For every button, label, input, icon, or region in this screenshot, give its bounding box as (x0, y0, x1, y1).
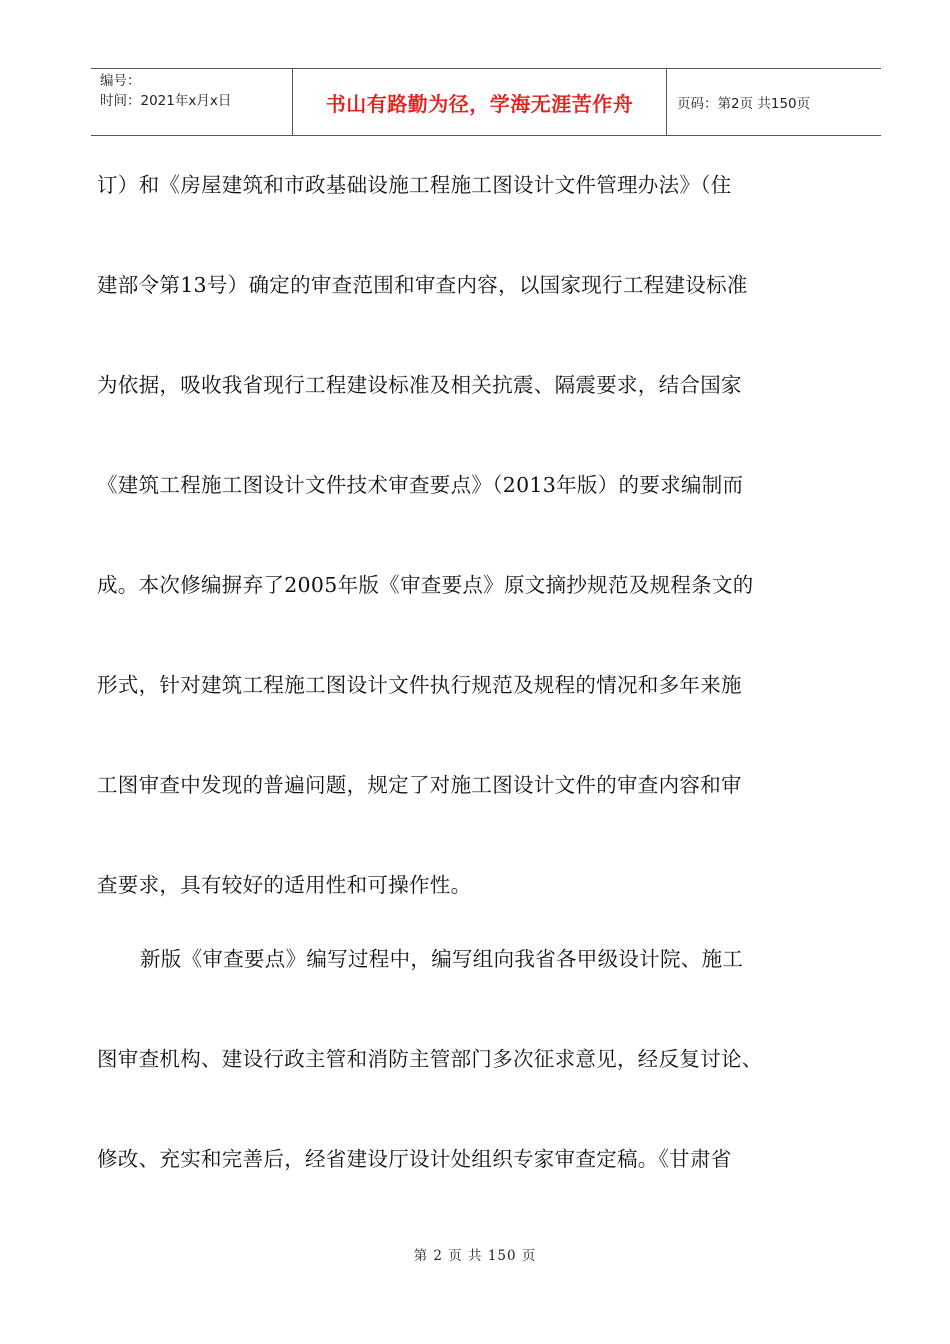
body-line: 工图审查中发现的普遍问题，规定了对施工图设计文件的审查内容和审 (97, 773, 742, 797)
serial-label: 编号： (100, 73, 141, 89)
header-meta (91, 69, 293, 135)
header-page-info: 页码：第2页 共150页 (677, 96, 811, 112)
body-line: 为依据，吸收我省现行工程建设标准及相关抗震、隔震要求，结合国家 (97, 373, 742, 397)
time-label: 时间：2021年x月x日 (100, 93, 232, 109)
page-footer: 第 2 页 共 150 页 (413, 1248, 537, 1264)
document-body (97, 161, 827, 1235)
body-line: 图审查机构、建设行政主管和消防主管部门多次征求意见，经反复讨论、 (97, 1047, 763, 1071)
body-line: 订）和《房屋建筑和市政基础设施工程施工图设计文件管理办法》（住 (97, 173, 732, 197)
body-line: 查要求，具有较好的适用性和可操作性。 (97, 873, 472, 897)
body-line: 修改、充实和完善后，经省建设厅设计处组织专家审查定稿。《甘肃省 (97, 1147, 732, 1171)
header-motto: 书山有路勤为径，学海无涯苦作舟 (293, 69, 667, 135)
paragraph-first-line: 新版《审查要点》编写过程中，编写组向我省各甲级设计院、施工 (140, 947, 744, 971)
body-line: 《建筑工程施工图设计文件技术审查要点》（2013年版）的要求编制而 (97, 473, 744, 497)
body-line: 成。本次修编摒弃了2005年版《审查要点》原文摘抄规范及规程条文的 (97, 573, 754, 597)
body-line: 形式，针对建筑工程施工图设计文件执行规范及规程的情况和多年来施 (97, 673, 742, 697)
body-line: 建部令第13号）确定的审查范围和审查内容，以国家现行工程建设标准 (97, 273, 748, 297)
page-header (91, 68, 881, 136)
